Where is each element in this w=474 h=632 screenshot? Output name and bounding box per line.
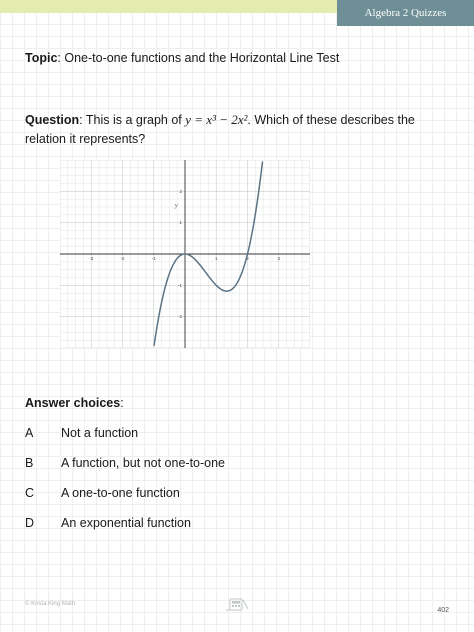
answer-choice-b[interactable] xyxy=(25,456,225,470)
x-tick-label: -3 xyxy=(89,256,94,261)
section-badge xyxy=(337,0,474,26)
y-tick-label: 1 xyxy=(179,220,182,226)
choice-text: An exponential function xyxy=(61,516,191,530)
answer-choice-a[interactable] xyxy=(25,426,138,440)
question-text-before: : This is a graph of xyxy=(79,113,186,127)
footer-copyright: © Krista King Math xyxy=(25,601,76,607)
x-tick-label: 1 xyxy=(214,256,218,261)
y-tick-label: -1 xyxy=(177,282,182,288)
choice-letter: B xyxy=(25,456,34,470)
answer-choices-heading: Answer choices xyxy=(25,396,121,410)
question-text xyxy=(25,110,455,149)
choice-text: A function, but not one-to-one xyxy=(61,456,226,470)
topic-line xyxy=(25,51,339,65)
y-tick-label: -2 xyxy=(177,314,182,320)
topic-label: Topic xyxy=(25,51,58,65)
x-tick-label: -2 xyxy=(120,256,125,261)
answer-choice-d[interactable] xyxy=(25,516,191,530)
y-axis-label: y xyxy=(175,203,178,209)
choice-letter: D xyxy=(25,516,35,530)
topic-text: : One-to-one functions and the Horizontal Line Test xyxy=(57,51,340,65)
choice-letter: A xyxy=(25,426,34,440)
choice-letter: C xyxy=(25,486,35,500)
y-tick-label: 2 xyxy=(179,188,182,194)
question-equation: y = x³ − 2x² xyxy=(185,112,248,127)
answer-choices-title: Answer choices: xyxy=(25,396,124,410)
choice-text: A one-to-one function xyxy=(61,486,180,500)
answer-choice-c[interactable] xyxy=(25,486,180,500)
choice-text: Not a function xyxy=(61,426,139,440)
function-graph xyxy=(60,160,310,348)
question-label: Question xyxy=(25,113,80,127)
question-text-after: . Which of these describes the relation it represents? xyxy=(25,113,415,146)
page-number: 402 xyxy=(437,607,449,614)
section-badge-label: Algebra 2 Quizzes xyxy=(364,7,447,19)
x-tick-label: -1 xyxy=(151,256,156,261)
x-tick-label: 2 xyxy=(246,256,249,261)
x-tick-label: 3 xyxy=(277,256,281,261)
calculator-icon xyxy=(226,597,250,612)
